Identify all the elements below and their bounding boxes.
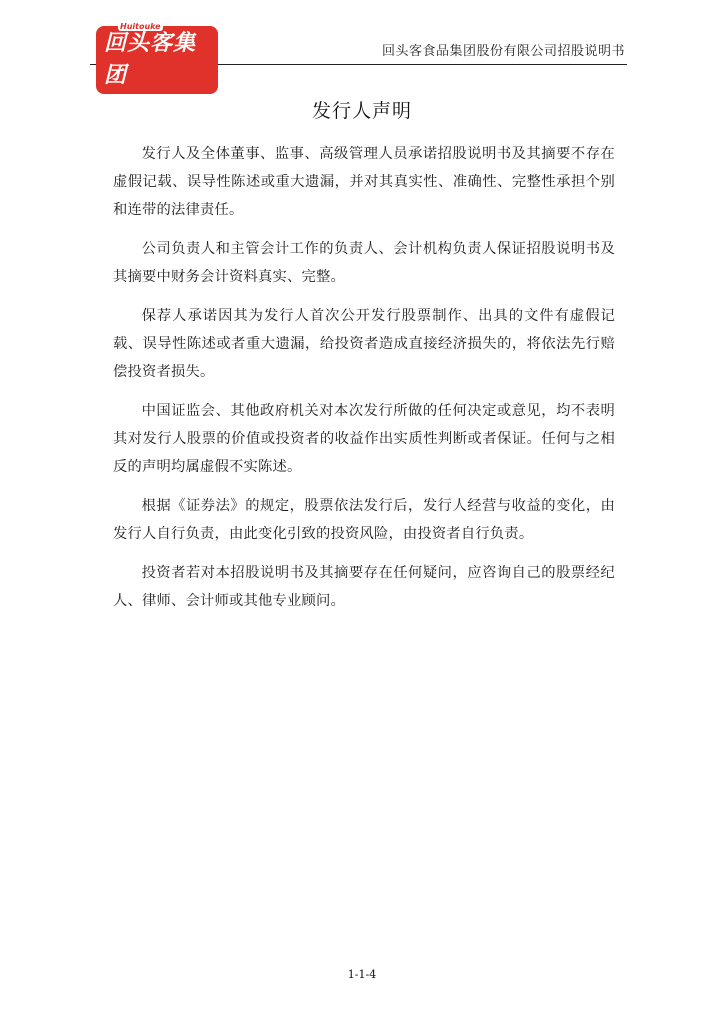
- statement-body: [113, 140, 615, 626]
- page-header: [90, 22, 627, 88]
- company-logo: [98, 22, 216, 88]
- paragraph-3: 保荐人承诺因其为发行人首次公开发行股票制作、出具的文件有虚假记载、误导性陈述或者重大遗漏，给投资者造成直接经济损失的，将依法先行赔偿投资者损失。: [113, 308, 615, 380]
- header-document-title: 回头客食品集团股份有限公司招股说明书: [381, 44, 625, 59]
- paragraph-1: 发行人及全体董事、监事、高级管理人员承诺招股说明书及其摘要不存在虚假记载、误导性陈述或重大遗漏，并对其真实性、准确性、完整性承担个别和连带的法律责任。: [113, 146, 615, 218]
- logo-subtext: Huitouke: [120, 22, 161, 31]
- page-title: 发行人声明: [311, 100, 412, 122]
- paragraph-2: 公司负责人和主管会计工作的负责人、会计机构负责人保证招股说明书及其摘要中财务会计资料真实、完整。: [113, 241, 615, 285]
- page-number: 1-1-4: [347, 968, 377, 981]
- paragraph-6: 投资者若对本招股说明书及其摘要存在任何疑问，应咨询自己的股票经纪人、律师、会计师或其他专业顾问。: [113, 565, 615, 609]
- paragraph-4: 中国证监会、其他政府机关对本次发行所做的任何决定或意见，均不表明其对发行人股票的价值或投资者的收益作出实质性判断或者保证。任何与之相反的声明均属虚假不实陈述。: [113, 403, 615, 475]
- logo-text: 回头客集团: [98, 28, 216, 92]
- paragraph-5: 根据《证券法》的规定，股票依法发行后，发行人经营与收益的变化，由发行人自行负责，由此变化引致的投资风险，由投资者自行负责。: [113, 498, 615, 542]
